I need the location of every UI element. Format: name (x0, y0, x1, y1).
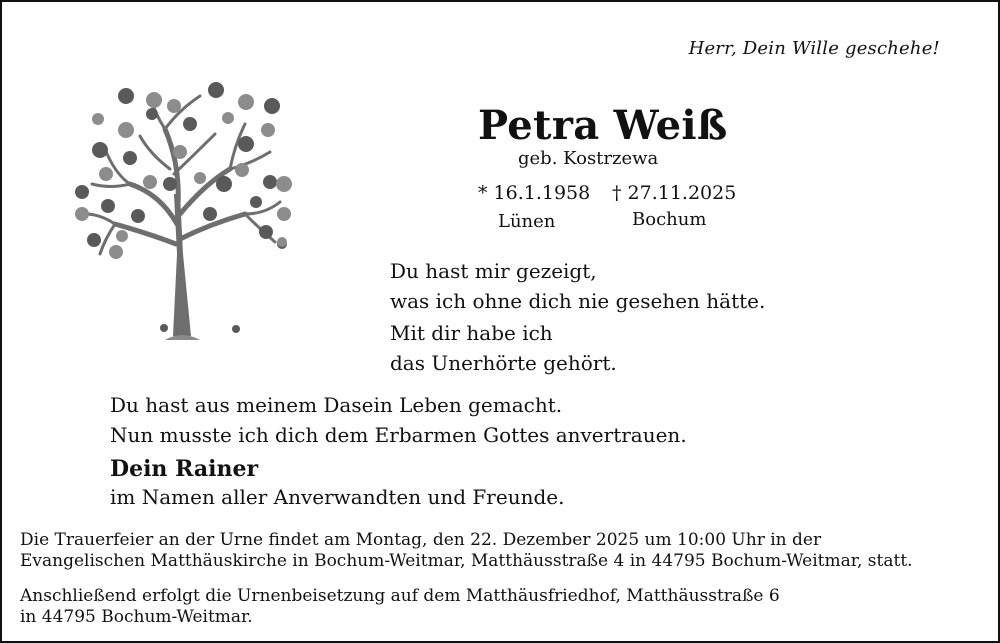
tree-trunk (85, 96, 280, 340)
verse-line: Mit dir habe ich (390, 321, 553, 345)
notice-line: Evangelischen Matthäuskirche in Bochum-Weitmar, Matthäusstraße 4 in 44795 Bochum-Weitmar, statt. (20, 551, 913, 571)
verse-line: das Unerhörte gehört. (390, 351, 617, 375)
motto: Herr, Dein Wille geschehe! (688, 38, 940, 59)
birth-date: * 16.1.1958 (478, 182, 591, 204)
signature-name: Dein Rainer (110, 456, 259, 482)
closing-line: Du hast aus meinem Dasein Leben gemacht. (110, 393, 563, 417)
closing-text (110, 390, 687, 450)
notice-line: in 44795 Bochum-Weitmar. (20, 607, 253, 627)
signature-subtitle: im Namen aller Anverwandten und Freunde. (110, 485, 565, 509)
verse-stanza (390, 256, 765, 316)
verse-line: was ich ohne dich nie gesehen hätte. (390, 289, 766, 313)
funeral-notice (20, 530, 913, 572)
notice-line: Die Trauerfeier an der Urne findet am Montag, den 22. Dezember 2025 um 10:00 Uhr in der (20, 530, 822, 550)
notice-line: Anschließend erfolgt die Urnenbeisetzung auf dem Matthäusfriedhof, Matthäusstraße 6 (20, 586, 780, 606)
maiden-name: geb. Kostrzewa (518, 148, 659, 169)
death-date: † 27.11.2025 (612, 182, 737, 204)
verse-stanza (390, 318, 617, 378)
death-place: Bochum (632, 209, 707, 230)
tree-icon (70, 74, 302, 346)
birth-place: Lünen (498, 211, 556, 232)
burial-notice (20, 586, 780, 628)
deceased-name: Petra Weiß (478, 102, 728, 149)
closing-line: Nun musste ich dich dem Erbarmen Gottes anvertrauen. (110, 423, 687, 447)
verse-line: Du hast mir gezeigt, (390, 259, 597, 283)
